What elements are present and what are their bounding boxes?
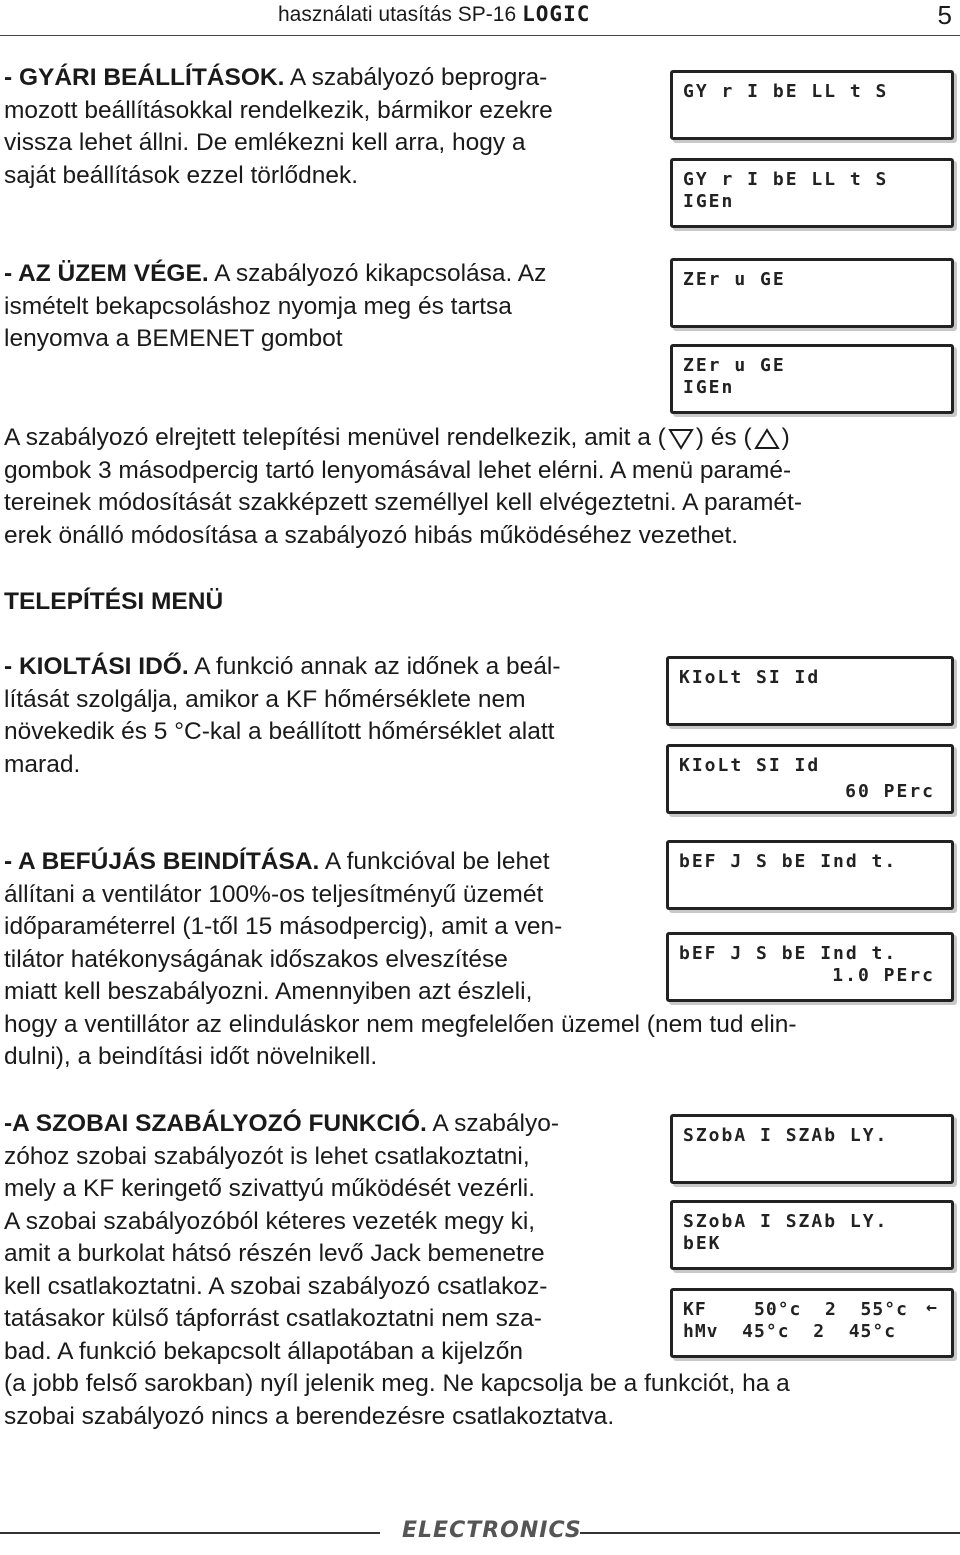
hidden-menu-text bbox=[4, 422, 956, 552]
page-header bbox=[0, 0, 960, 34]
install-menu-title: TELEPÍTÉSI MENÜ bbox=[4, 588, 224, 615]
lcd-line-1: SZobA I SZAb LY. bbox=[683, 1211, 889, 1232]
text-line: A funkció annak az időnek a beál- bbox=[194, 653, 561, 680]
lcd-line-1: bEF J S bE Ind t. bbox=[679, 851, 898, 872]
text-line: növekedik és 5 °C-kal a beállított hőmérséklet alatt bbox=[4, 718, 555, 745]
text-line: szobai szabályozó nincs a berendezésre csatlakoztatva. bbox=[4, 1402, 615, 1430]
text-line: lítását szolgálja, amikor a KF hőmérséklete nem bbox=[4, 685, 526, 713]
text-line: (a jobb felső sarokban) nyíl jelenik meg. Ne kapcsolja be a funkciót, ha a bbox=[4, 1370, 790, 1397]
text-line: ismételt bekapcsoláshoz nyomja meg és tartsa bbox=[4, 292, 512, 320]
text-line: mely a KF keringető szivattyú működését vezérli. bbox=[4, 1175, 536, 1202]
lcd-display-shutoff-1 bbox=[666, 656, 954, 726]
blow-start-heading: - A BEFÚJÁS BEINDÍTÁSA. bbox=[4, 848, 320, 875]
text-line: A szabályo- bbox=[432, 1110, 559, 1137]
factory-settings-heading: - GYÁRI BEÁLLÍTÁSOK. bbox=[4, 64, 285, 91]
lcd-line-1: SZobA I SZAb LY. bbox=[683, 1125, 889, 1146]
text-line: A szobai szabályozóból kéteres vezeték megy ki, bbox=[4, 1207, 536, 1235]
text-line: amit a burkolat hátsó részén levő Jack bemenetre bbox=[4, 1240, 545, 1267]
text-line: zóhoz szobai szabályozót is lehet csatlakoztatni, bbox=[4, 1142, 530, 1170]
text-line: ) és ( bbox=[695, 424, 752, 451]
brand-logo: LOGIC bbox=[522, 2, 591, 26]
triangle-up-icon bbox=[754, 428, 780, 450]
text-line: időparaméterrel (1-től 15 másodpercig), amit a ven- bbox=[4, 913, 563, 940]
text-line: tilátor hatékonyságának időszakos elveszítése bbox=[4, 945, 508, 973]
text-line: ) bbox=[781, 424, 790, 451]
arrow-left-icon: ← bbox=[926, 1297, 937, 1318]
lcd-display-shutdown-2 bbox=[670, 344, 954, 414]
lcd-line-1: KIoLt SI Id bbox=[679, 755, 821, 776]
room-controller-heading: -A SZOBAI SZABÁLYOZÓ FUNKCIÓ. bbox=[4, 1110, 427, 1137]
lcd-line-1: ZEr u GE bbox=[683, 355, 786, 376]
text-line: miatt kell beszabályozni. Amennyiben azt észleli, bbox=[4, 978, 533, 1005]
shutoff-time-heading: - KIOLTÁSI IDŐ. bbox=[4, 653, 189, 680]
footer-rule-left bbox=[0, 1532, 380, 1534]
lcd-display-shutoff-2 bbox=[666, 744, 954, 814]
footer-logo: ELECTRONICS bbox=[402, 1518, 582, 1543]
lcd-value: 1.0 PErc bbox=[832, 965, 935, 986]
header-title bbox=[278, 2, 590, 27]
text-line: gombok 3 másodpercig tartó lenyomásával lehet elérni. A menü paramé- bbox=[4, 456, 792, 484]
factory-settings-text bbox=[4, 62, 664, 192]
text-line: bad. A funkció bekapcsolt állapotában a kijelzőn bbox=[4, 1337, 523, 1365]
lcd-display-blow-2 bbox=[666, 932, 954, 1002]
shutdown-heading: - AZ ÜZEM VÉGE. bbox=[4, 260, 209, 287]
text-line: erek önálló módosítása a szabályozó hibás működéséhez vezethet. bbox=[4, 521, 739, 549]
text-line: A szabályozó beprogra- bbox=[289, 64, 548, 91]
text-line: A funkcióval be lehet bbox=[324, 848, 550, 875]
lcd-line-1: KIoLt SI Id bbox=[679, 667, 821, 688]
lcd-line-2: IGEn bbox=[683, 377, 735, 398]
lcd-line-1: GY r I bE LL t S bbox=[683, 169, 889, 190]
text-line: lenyomva a BEMENET gombot bbox=[4, 325, 343, 352]
lcd-line-2: IGEn bbox=[683, 191, 735, 212]
text-line: mozott beállításokkal rendelkezik, bármikor ezekre bbox=[4, 96, 553, 124]
lcd-line-2: hMv 45°c 2 45°c bbox=[683, 1321, 897, 1342]
text-line: saját beállítások ezzel törlődnek. bbox=[4, 161, 359, 189]
manual-title: használati utasítás SP-16 bbox=[278, 3, 517, 26]
shutoff-time-text bbox=[4, 651, 664, 781]
text-line: állítani a ventilátor 100%-os teljesítményű üzemét bbox=[4, 880, 544, 908]
text-line: A szabályozó elrejtett telepítési menüvel rendelkezik, amit a ( bbox=[4, 424, 666, 451]
text-line: kell csatlakoztatni. A szobai szabályozó csatlakoz- bbox=[4, 1272, 548, 1300]
lcd-display-blow-1 bbox=[666, 840, 954, 910]
footer-rule-right bbox=[580, 1532, 960, 1534]
triangle-down-icon bbox=[668, 428, 694, 450]
lcd-value: 60 PErc bbox=[845, 781, 935, 802]
text-line: marad. bbox=[4, 750, 81, 778]
lcd-line-1: GY r I bE LL t S bbox=[683, 81, 889, 102]
lcd-line-1: ZEr u GE bbox=[683, 269, 786, 290]
lcd-display-room-3 bbox=[670, 1288, 954, 1358]
header-divider bbox=[0, 35, 960, 36]
lcd-display-shutdown-1 bbox=[670, 258, 954, 328]
text-line: vissza lehet állni. De emlékezni kell arra, hogy a bbox=[4, 129, 526, 156]
shutdown-text bbox=[4, 258, 664, 356]
page-number: 5 bbox=[937, 0, 952, 30]
lcd-line-1: KF 50°c 2 55°c bbox=[683, 1299, 908, 1320]
text-line: dulni), a beindítási időt növelnikell. bbox=[4, 1043, 378, 1070]
lcd-display-room-1 bbox=[670, 1114, 954, 1184]
text-line: hogy a ventillátor az elinduláskor nem megfelelően üzemel (nem tud elin- bbox=[4, 1010, 797, 1038]
lcd-display-factory-1 bbox=[670, 70, 954, 140]
text-line: A szabályozó kikapcsolása. Az bbox=[214, 260, 547, 287]
lcd-line-1: bEF J S bE Ind t. bbox=[679, 943, 898, 964]
lcd-display-room-2 bbox=[670, 1200, 954, 1270]
text-line: tatásakor külső tápforrást csatlakoztatni nem sza- bbox=[4, 1305, 542, 1332]
text-line: tereinek módosítását szakképzett személlyel kell elvégeztetni. A paramét- bbox=[4, 489, 802, 516]
lcd-line-2: bEK bbox=[683, 1233, 722, 1254]
lcd-display-factory-2 bbox=[670, 158, 954, 228]
